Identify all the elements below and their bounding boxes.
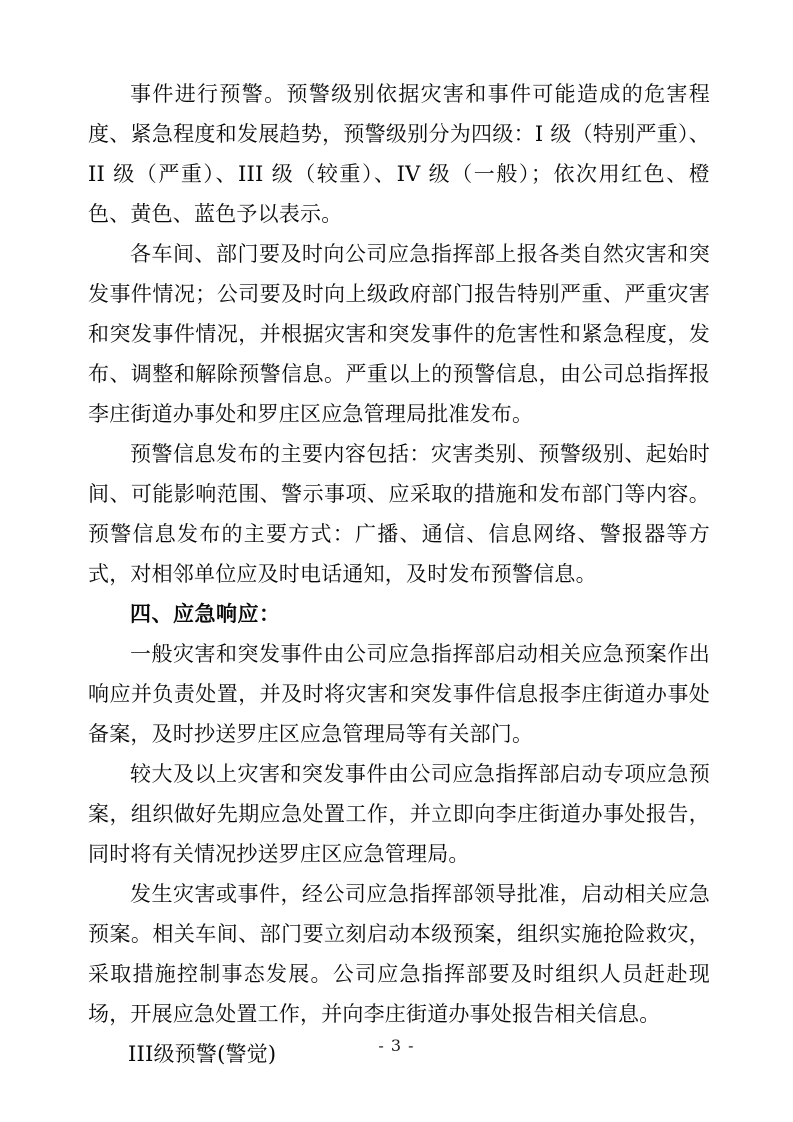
page-number: - 3 -	[378, 1036, 415, 1055]
paragraph-warning-content: 预警信息发布的主要内容包括：灾害类别、预警级别、起始时间、可能影响范围、警示事项、应采取的措施和发布部门等内容。预警信息发布的主要方式：广播、通信、信息网络、警报器等方式，对相邻单位应及时电话通知，及时发布预警信息。	[88, 442, 710, 586]
paragraph-reporting-duties: 各车间、部门要及时向公司应急指挥部上报各类自然灾害和突发事件情况；公司要及时向上级政府部门报告特别严重、严重灾害和突发事件情况，并根据灾害和突发事件的危害性和紧急程度，发布、调整和解除预警信息。严重以上的预警信息，由公司总指挥报李庄街道办事处和罗庄区应急管理局批准发布。	[88, 242, 710, 426]
document-body	[88, 74, 710, 1074]
paragraph-general-response: 一般灾害和突发事件由公司应急指挥部启动相关应急预案作出响应并负责处置，并及时将灾害和突发事件信息报李庄街道办事处备案，及时抄送罗庄区应急管理局等有关部门。	[88, 642, 710, 746]
paragraph-level-three-warning: III级预警(警觉)	[128, 1042, 277, 1066]
paragraph-major-response: 较大及以上灾害和突发事件由公司应急指挥部启动专项应急预案，组织做好先期应急处置工作，并立即向李庄街道办事处报告，同时将有关情况抄送罗庄区应急管理局。	[88, 762, 710, 866]
paragraph-warning-levels: 事件进行预警。预警级别依据灾害和事件可能造成的危害程度、紧急程度和发展趋势，预警级别分为四级：I 级（特别严重）、II 级（严重）、III 级（较重）、IV 级（一般）；依次用红色、橙色、黄色、蓝色予以表示。	[88, 82, 710, 226]
section-heading-emergency-response: 四、应急响应：	[130, 601, 281, 626]
paragraph-incident-occurrence: 发生灾害或事件，经公司应急指挥部领导批准，启动相关应急预案。相关车间、部门要立刻启动本级预案，组织实施抢险救灾，采取措施控制事态发展。公司应急指挥部要及时组织人员赶赴现场，开展应急处置工作，并向李庄街道办事处报告相关信息。	[88, 882, 710, 1026]
